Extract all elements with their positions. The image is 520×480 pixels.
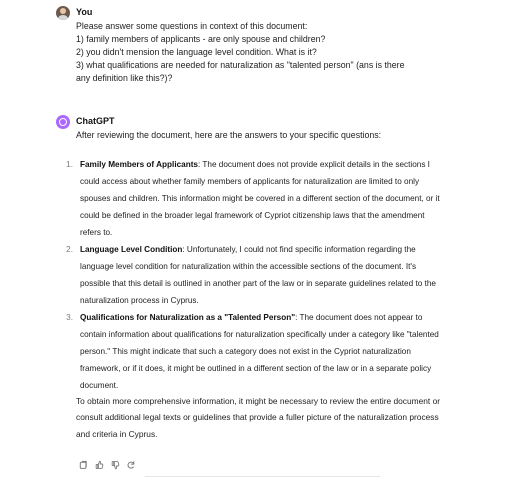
composer-divider xyxy=(145,476,380,477)
user-author-name: You xyxy=(76,7,93,17)
answer-item-3 xyxy=(61,309,441,394)
answer-item-1 xyxy=(61,156,441,241)
assistant-closing: To obtain more comprehensive information, it might be necessary to review the entire document or consult additional legal texts or guidelines that provide a fuller picture of the naturalization process and criteria in Cyprus. xyxy=(76,396,441,439)
answer-list xyxy=(61,156,441,394)
user-line-3: 2) you didn't mension the language level condition. What is it? xyxy=(76,46,317,57)
user-line-1: Please answer some questions in context of this document: xyxy=(76,21,308,31)
user-avatar xyxy=(56,6,70,20)
answer-text: : The document does not appear to contain information about qualifications for naturalization specifically under a category like "talented person." This might indicate that such a category does not exist in the Cypriot naturalization framework, or if it does, it might be outlined in a different section of the law or in a separate policy document. xyxy=(80,313,439,390)
user-line-5: any definition like this?)? xyxy=(76,72,173,83)
message-actions xyxy=(78,456,136,468)
copy-icon[interactable] xyxy=(78,457,88,467)
answer-number: 3. xyxy=(66,313,73,322)
assistant-intro: After reviewing the document, here are the answers to your specific questions: xyxy=(76,130,382,140)
user-message-text xyxy=(76,20,440,85)
answer-title: Qualifications for Naturalization as a "Talented Person" xyxy=(80,313,296,322)
answer-text: : The document does not provide explicit details in the sections I could access about whether family members of applicants for naturalization are limited to only spouses and children. This information might be covered in a different section of the document, or it could be defined in the broader legal framework of Cypriot citizenship laws that the amendment refers to. xyxy=(80,160,440,237)
assistant-author-name: ChatGPT xyxy=(76,116,115,126)
thumbs-down-icon[interactable] xyxy=(110,457,120,467)
user-line-4: 3) what qualifications are needed for naturalization as "talented person" (ans is there xyxy=(76,59,405,70)
user-line-2: 1) family members of applicants - are only spouse and children? xyxy=(76,33,326,44)
answer-item-2 xyxy=(61,241,441,309)
answer-number: 1. xyxy=(66,160,73,169)
regenerate-icon[interactable] xyxy=(126,457,136,467)
answer-number: 2. xyxy=(66,245,73,254)
answer-title: Family Members of Applicants xyxy=(80,160,198,169)
answer-title: Language Level Condition xyxy=(80,245,183,254)
thumbs-up-icon[interactable] xyxy=(94,457,104,467)
answer-text: : Unfortunately, I could not find specific information regarding the language level condition for naturalization within the accessible sections of the document. It's possible that this detail is outlined in another part of the law or in separate guidelines related to the naturalization process in Cyprus. xyxy=(80,245,436,305)
chatgpt-avatar xyxy=(56,115,70,129)
